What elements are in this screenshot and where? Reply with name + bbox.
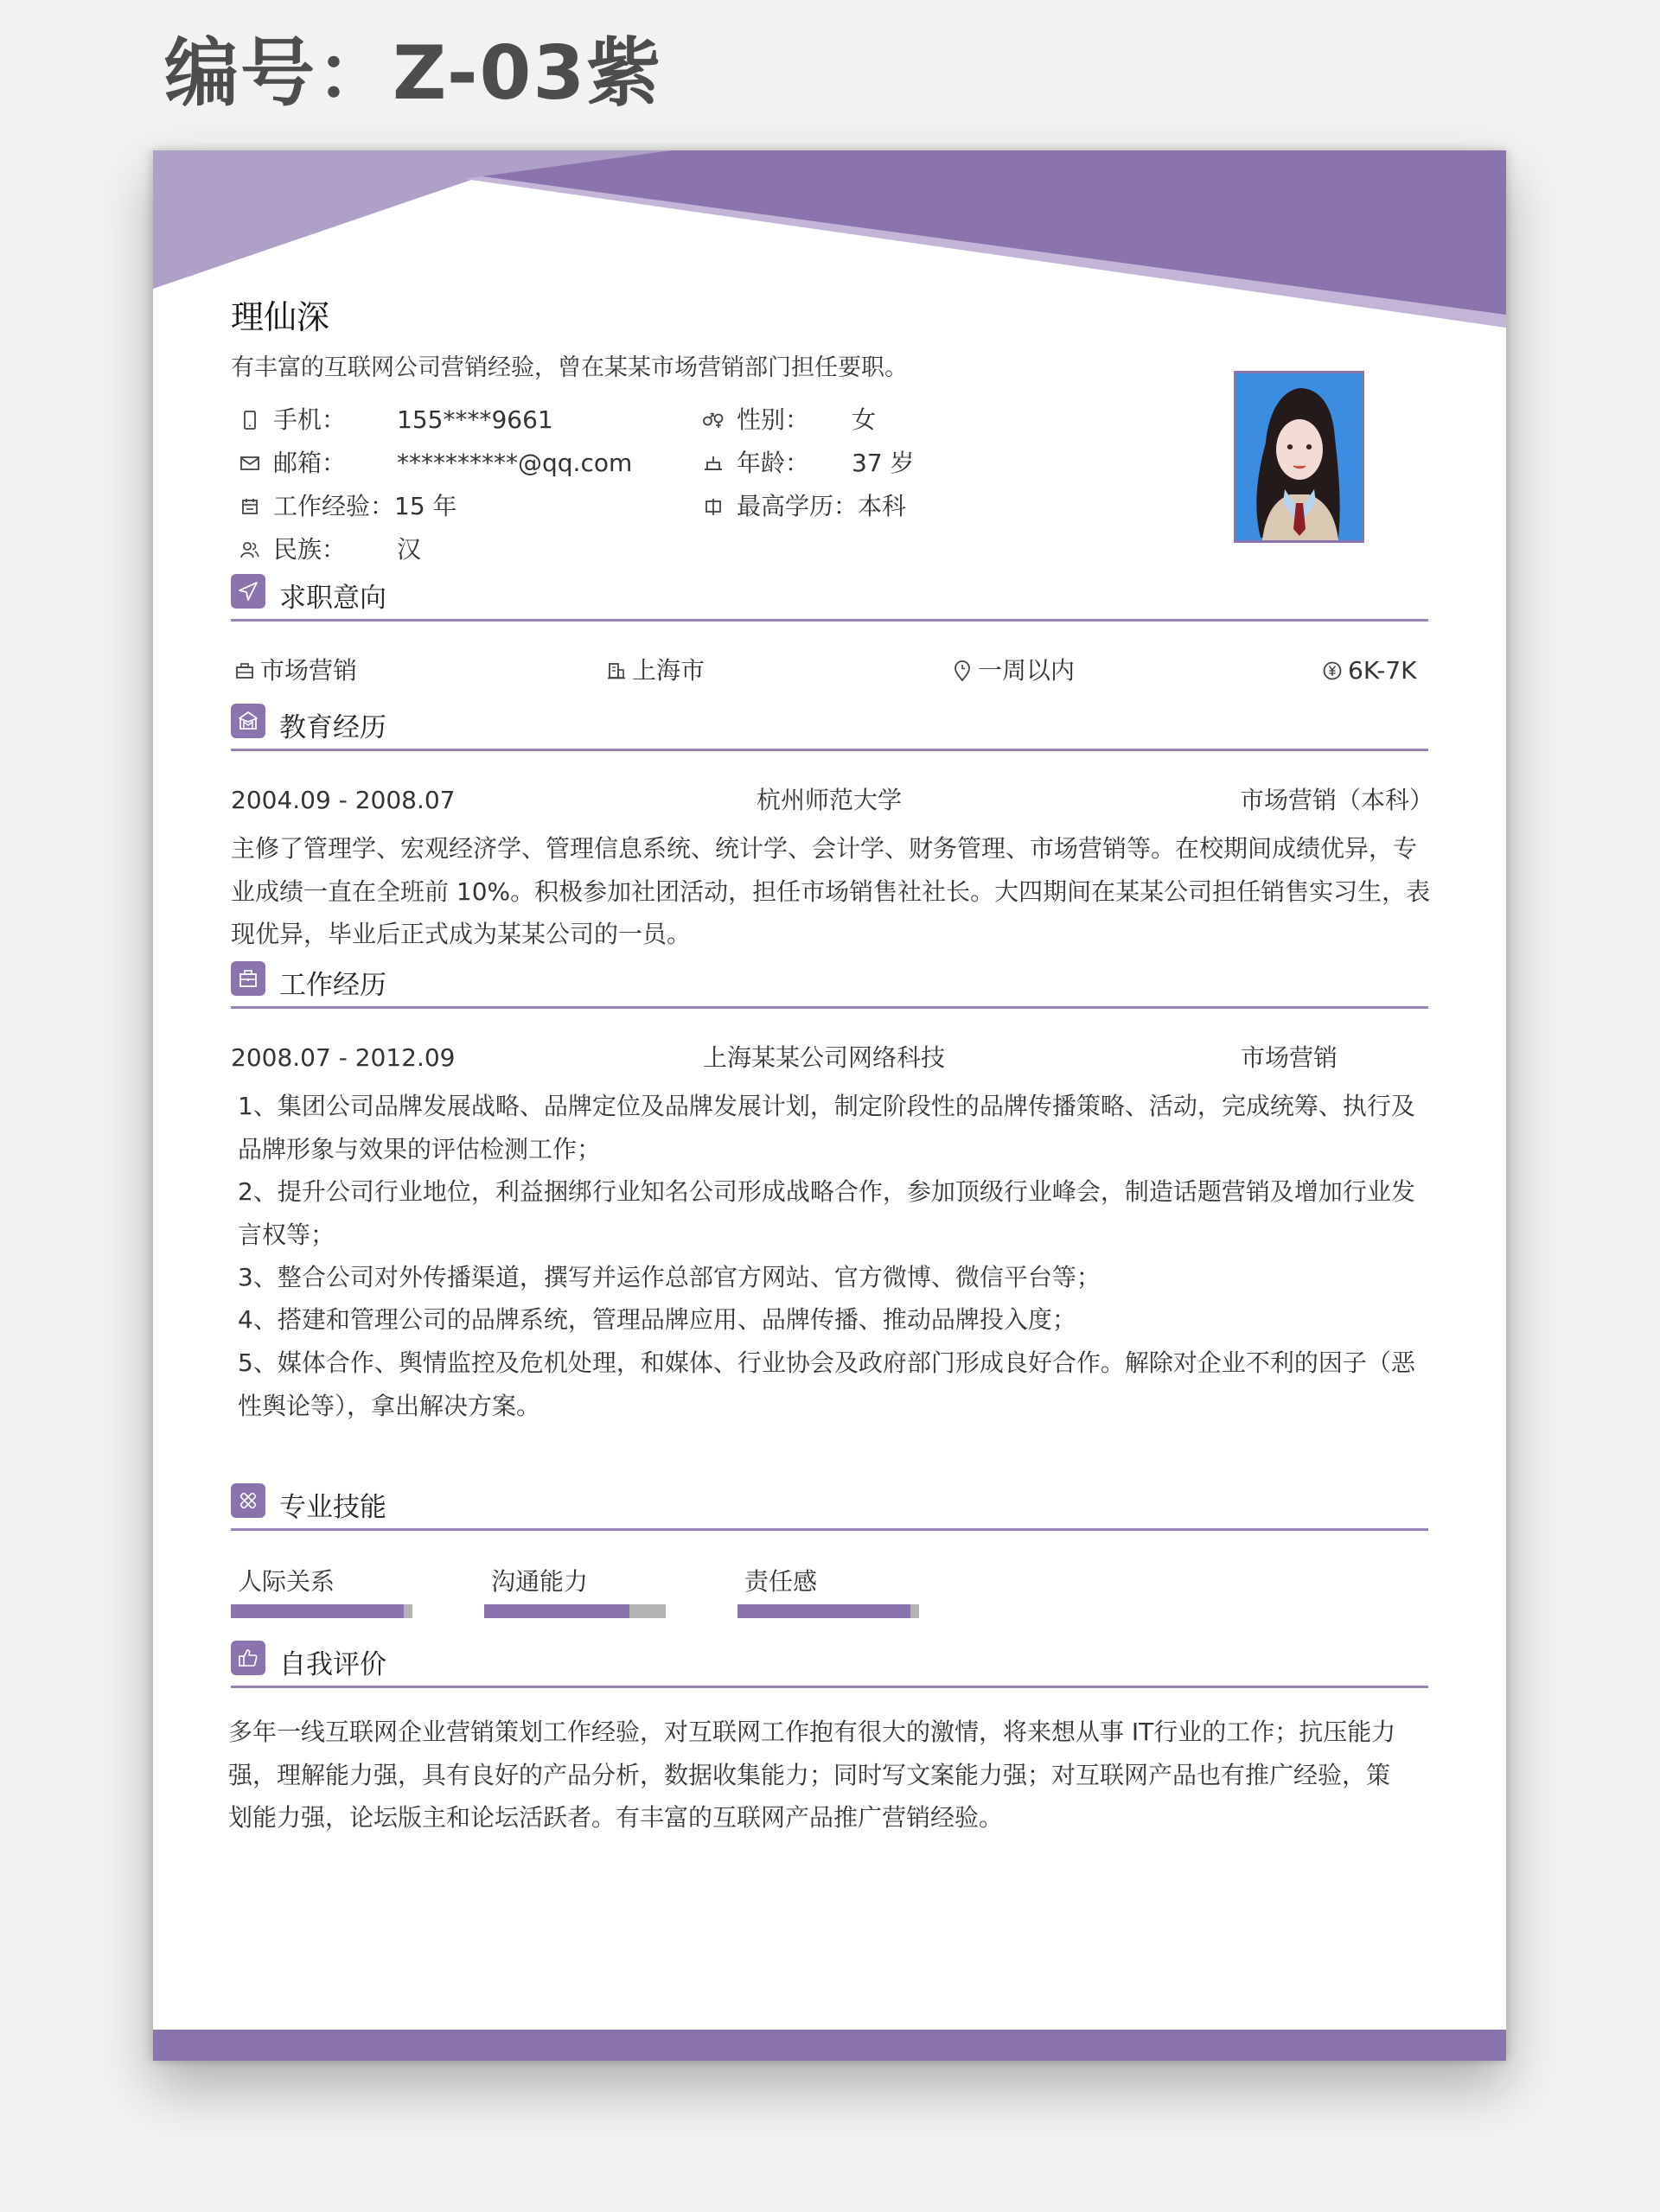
section-header-education bbox=[231, 704, 1428, 752]
email-label: 邮箱： bbox=[273, 449, 347, 477]
candidate-name: 理仙深 bbox=[231, 298, 330, 336]
skills-list bbox=[231, 1565, 1095, 1625]
work-entry-header bbox=[231, 1041, 1428, 1075]
skill-bar bbox=[737, 1604, 919, 1618]
candidate-summary: 有丰富的互联网公司营销经验，曾在某某市场营销部门担任要职。 bbox=[231, 354, 908, 381]
skill-name: 人际关系 bbox=[238, 1567, 335, 1596]
section-header-skills bbox=[231, 1483, 1428, 1532]
info-phone bbox=[237, 403, 553, 437]
info-gender bbox=[700, 403, 876, 437]
skill-bar bbox=[231, 1604, 412, 1618]
work-period: 2008.07 - 2012.09 bbox=[231, 1043, 456, 1072]
work-position: 市场营销 bbox=[1241, 1043, 1338, 1072]
info-age bbox=[700, 446, 915, 481]
gender-icon bbox=[700, 407, 726, 433]
ethnicity-label: 民族： bbox=[273, 535, 347, 564]
intent-salary-value: 6K-7K bbox=[1348, 656, 1417, 685]
experience-value: 15 年 bbox=[394, 492, 457, 520]
people-icon bbox=[237, 537, 263, 563]
skill-item bbox=[484, 1565, 666, 1618]
skill-bar bbox=[484, 1604, 666, 1618]
phone-value: 155****9661 bbox=[397, 405, 553, 434]
intent-city-value: 上海市 bbox=[632, 656, 706, 685]
info-education bbox=[700, 489, 906, 524]
gender-value: 女 bbox=[852, 405, 877, 434]
section-divider bbox=[231, 1006, 1428, 1009]
experience-label: 工作经验： bbox=[273, 492, 395, 520]
section-divider bbox=[231, 1686, 1428, 1688]
cake-icon bbox=[700, 450, 726, 476]
phone-label: 手机： bbox=[273, 405, 347, 434]
briefcase-icon bbox=[233, 659, 257, 683]
section-divider bbox=[231, 1528, 1428, 1531]
section-divider bbox=[231, 749, 1428, 751]
graduation-cap-icon bbox=[231, 704, 265, 738]
education-level-label: 最高学历： bbox=[737, 492, 859, 520]
section-title-education: 教育经历 bbox=[279, 712, 386, 743]
email-value: **********@qq.com bbox=[397, 449, 633, 477]
footer-bar bbox=[153, 2030, 1506, 2061]
age-label: 年龄： bbox=[737, 449, 810, 477]
portrait-image bbox=[1236, 373, 1362, 540]
intent-salary bbox=[1320, 653, 1417, 688]
education-level-value: 本科 bbox=[858, 492, 907, 520]
skill-name: 沟通能力 bbox=[491, 1567, 589, 1596]
briefcase-badge-icon bbox=[231, 961, 265, 996]
skill-item bbox=[737, 1565, 919, 1618]
intent-position-value: 市场营销 bbox=[260, 656, 358, 685]
skill-bar-fill bbox=[737, 1604, 910, 1618]
info-email bbox=[237, 446, 632, 481]
paper-plane-icon bbox=[231, 574, 265, 609]
work-duty-item: 2、提升公司行业地位，利益捆绑行业知名公司形成战略合作，参加顶级行业峰会，制造话题营销及增加行业发言权等； bbox=[238, 1177, 1415, 1249]
work-duty-item: 3、整合公司对外传播渠道，撰写并运作总部官方网站、官方微博、微信平台等； bbox=[238, 1263, 1101, 1291]
education-period: 2004.09 - 2008.07 bbox=[231, 786, 456, 814]
info-experience bbox=[237, 489, 457, 524]
ethnicity-value: 汉 bbox=[397, 535, 422, 564]
section-divider bbox=[231, 619, 1428, 622]
intent-availability-value: 一周以内 bbox=[978, 656, 1076, 685]
education-major: 市场营销（本科） bbox=[1239, 786, 1433, 814]
skill-item bbox=[231, 1565, 412, 1618]
calendar-icon bbox=[237, 494, 263, 520]
clock-pin-icon bbox=[950, 659, 974, 683]
thumbs-up-icon bbox=[231, 1641, 265, 1675]
skill-bar-fill bbox=[231, 1604, 404, 1618]
education-description: 主修了管理学、宏观经济学、管理信息系统、统计学、会计学、财务管理、市场营销等。在校期间成绩优异，专业成绩一直在全班前 10%。积极参加社团活动，担任市场销售社社长。大四期间在某某公司担任销售实习生，表现优异，毕业后正式成为某某公司的一员。 bbox=[231, 834, 1431, 948]
info-ethnicity bbox=[237, 532, 421, 567]
mail-icon bbox=[237, 450, 263, 476]
intent-position bbox=[233, 653, 357, 688]
building-icon bbox=[604, 659, 629, 683]
yuan-icon bbox=[1320, 659, 1344, 683]
section-header-intent bbox=[231, 574, 1428, 622]
section-title-self-eval: 自我评价 bbox=[279, 1649, 386, 1680]
book-icon bbox=[700, 494, 726, 520]
profile-photo bbox=[1234, 371, 1364, 543]
skill-bar-fill bbox=[484, 1604, 629, 1618]
work-duty-item: 5、媒体合作、舆情监控及危机处理，和媒体、行业协会及政府部门形成良好合作。解除对企业不利的因子（恶性舆论等），拿出解决方案。 bbox=[238, 1348, 1415, 1420]
section-title-intent: 求职意向 bbox=[279, 583, 386, 614]
education-school: 杭州师范大学 bbox=[757, 786, 903, 814]
phone-icon bbox=[237, 407, 263, 433]
intent-city bbox=[604, 653, 705, 688]
resume-page bbox=[153, 150, 1506, 2061]
section-header-work bbox=[231, 961, 1428, 1010]
skill-name: 责任感 bbox=[744, 1567, 818, 1596]
section-title-skills: 专业技能 bbox=[279, 1492, 386, 1523]
section-header-self-eval bbox=[231, 1641, 1428, 1689]
intent-availability bbox=[950, 653, 1075, 688]
work-company: 上海某某公司网络科技 bbox=[703, 1043, 946, 1072]
age-value: 37 岁 bbox=[852, 449, 915, 477]
work-duty-item: 4、搭建和管理公司的品牌系统，管理品牌应用、品牌传播、推动品牌投入度； bbox=[238, 1305, 1076, 1334]
tools-icon bbox=[231, 1483, 265, 1518]
education-entry-header bbox=[231, 783, 1433, 818]
work-duty-item: 1、集团公司品牌发展战略、品牌定位及品牌发展计划，制定阶段性的品牌传播策略、活动，完成统筹、执行及品牌形象与效果的评估检测工作； bbox=[238, 1092, 1415, 1163]
gender-label: 性别： bbox=[737, 405, 810, 434]
section-title-work: 工作经历 bbox=[279, 970, 386, 1001]
self-eval-text: 多年一线互联网企业营销策划工作经验，对互联网工作抱有很大的激情，将来想从事 IT行业的工作；抗压能力强，理解能力强，具有良好的产品分析，数据收集能力；同时写文案能力强；对互联网产品也有推广经验，策划能力强，论坛版主和论坛活跃者。有丰富的互联网产品推广营销经验。 bbox=[228, 1718, 1396, 1832]
document-code-title: 编号：Z-03紫 bbox=[164, 30, 663, 117]
